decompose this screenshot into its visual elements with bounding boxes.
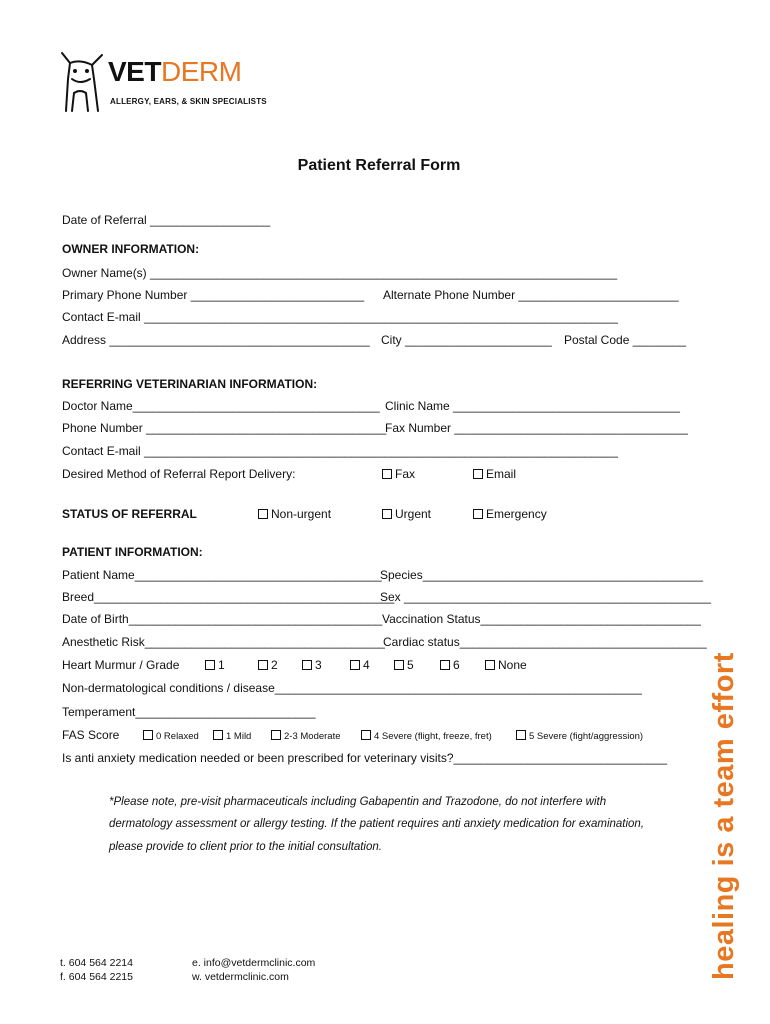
checkbox-icon <box>361 730 371 740</box>
primary-phone-field[interactable]: Primary Phone Number __________________________ <box>62 288 365 302</box>
clinic-name-field[interactable]: Clinic Name __________________________________ <box>385 399 680 413</box>
owner-names-field[interactable]: Owner Name(s) ______________________________________________________________________ <box>62 266 618 280</box>
anxiety-medication-field[interactable]: Is anti anxiety medication needed or been prescribed for veterinary visits?________________________________ <box>62 751 668 765</box>
vaccination-field[interactable]: Vaccination Status_________________________________ <box>382 612 701 626</box>
note-line-1: *Please note, pre-visit pharmaceuticals including Gabapentin and Trazodone, do not interfere with <box>109 796 607 808</box>
checkbox-icon <box>440 660 450 670</box>
owner-heading: OWNER INFORMATION: <box>62 242 200 256</box>
fas-option-4[interactable] <box>361 730 492 742</box>
fas-option-2-3[interactable] <box>271 730 341 742</box>
checkbox-icon <box>271 730 281 740</box>
brand-vet: VET <box>108 56 161 87</box>
footer-phone: t. 604 564 2214 <box>60 957 133 969</box>
status-urgent-checkbox[interactable] <box>382 507 431 521</box>
vet-email-field[interactable]: Contact E-mail _______________________________________________________________________ <box>62 444 618 458</box>
delivery-fax-checkbox[interactable] <box>382 467 415 481</box>
address-field[interactable]: Address _______________________________________ <box>62 333 370 347</box>
murmur-option-5[interactable] <box>394 658 414 672</box>
checkbox-icon <box>143 730 153 740</box>
slogan-vertical: healing is a team effort <box>708 652 740 980</box>
alternate-phone-field[interactable]: Alternate Phone Number ________________________ <box>383 288 679 302</box>
checkbox-icon <box>205 660 215 670</box>
vet-phone-field[interactable]: Phone Number ____________________________________ <box>62 421 387 435</box>
cardiac-status-field[interactable]: Cardiac status_____________________________________ <box>383 635 707 649</box>
brand-derm: DERM <box>160 56 242 87</box>
checkbox-icon <box>258 660 268 670</box>
note-line-3: please provide to client prior to the initial consultation. <box>109 841 382 853</box>
checkbox-icon <box>473 509 483 519</box>
checkbox-icon <box>394 660 404 670</box>
breed-field[interactable]: Breed_____________________________________________ <box>62 590 395 604</box>
murmur-option-label: None <box>498 658 527 672</box>
brand-name <box>108 56 241 88</box>
dob-field[interactable]: Date of Birth______________________________________ <box>62 612 383 626</box>
city-field[interactable]: City ______________________ <box>381 333 552 347</box>
vet-fax-field[interactable]: Fax Number ___________________________________ <box>385 421 688 435</box>
footer-fax: f. 604 564 2215 <box>60 971 133 983</box>
status-emergency-label: Emergency <box>486 507 547 521</box>
note-line-2: dermatology assessment or allergy testing. If the patient requires anti anxiety medication for examination, <box>109 818 645 830</box>
murmur-option-label: 4 <box>363 658 370 672</box>
status-emergency-checkbox[interactable] <box>473 507 547 521</box>
delivery-method-label: Desired Method of Referral Report Delivery: <box>62 467 296 481</box>
anesthetic-risk-field[interactable]: Anesthetic Risk____________________________________ <box>62 635 385 649</box>
checkbox-icon <box>382 469 392 479</box>
vet-heading: REFERRING VETERINARIAN INFORMATION: <box>62 377 318 391</box>
vetderm-logo-icon <box>58 49 106 115</box>
status-heading: STATUS OF REFERRAL <box>62 507 197 521</box>
checkbox-icon <box>485 660 495 670</box>
status-nonurgent-checkbox[interactable] <box>258 507 331 521</box>
footer-website[interactable]: w. vetdermclinic.com <box>192 971 289 983</box>
checkbox-icon <box>350 660 360 670</box>
fas-option-0[interactable] <box>143 730 199 742</box>
patient-heading: PATIENT INFORMATION: <box>62 545 203 559</box>
murmur-option-label: 6 <box>453 658 460 672</box>
footer-email[interactable]: e. info@vetdermclinic.com <box>192 957 316 969</box>
fas-option-1[interactable] <box>213 730 251 742</box>
fas-option-label: 4 Severe (flight, freeze, fret) <box>374 731 492 742</box>
patient-name-field[interactable]: Patient Name_____________________________________ <box>62 568 382 582</box>
checkbox-icon <box>516 730 526 740</box>
murmur-option-label: 5 <box>407 658 414 672</box>
nonderm-conditions-field[interactable]: Non-dermatological conditions / disease_______________________________________________________ <box>62 681 642 695</box>
murmur-option-label: 3 <box>315 658 322 672</box>
delivery-fax-label: Fax <box>395 467 416 481</box>
delivery-email-label: Email <box>486 467 517 481</box>
murmur-option-6[interactable] <box>440 658 460 672</box>
date-of-referral-field[interactable]: Date of Referral __________________ <box>62 213 271 227</box>
temperament-field[interactable]: Temperament___________________________ <box>62 705 316 719</box>
checkbox-icon <box>302 660 312 670</box>
fas-option-label: 2-3 Moderate <box>284 731 341 742</box>
murmur-option-none[interactable] <box>485 658 527 672</box>
fas-option-label: 0 Relaxed <box>156 731 199 742</box>
sex-field[interactable]: Sex ______________________________________________ <box>380 590 712 604</box>
postal-code-field[interactable]: Postal Code ________ <box>564 333 687 347</box>
murmur-option-label: 1 <box>218 658 225 672</box>
checkbox-icon <box>213 730 223 740</box>
checkbox-icon <box>382 509 392 519</box>
murmur-option-4[interactable] <box>350 658 370 672</box>
brand-tagline: ALLERGY, EARS, & SKIN SPECIALISTS <box>110 97 267 106</box>
owner-email-field[interactable]: Contact E-mail _______________________________________________________________________ <box>62 310 618 324</box>
species-field[interactable]: Species__________________________________________ <box>380 568 703 582</box>
fas-score-label: FAS Score <box>62 728 120 742</box>
doctor-name-field[interactable]: Doctor Name_____________________________________ <box>62 399 380 413</box>
page-title: Patient Referral Form <box>297 157 461 174</box>
murmur-option-1[interactable] <box>205 658 225 672</box>
checkbox-icon <box>473 469 483 479</box>
murmur-option-2[interactable] <box>258 658 278 672</box>
murmur-option-3[interactable] <box>302 658 322 672</box>
fas-option-5[interactable] <box>516 730 643 742</box>
status-nonurgent-label: Non-urgent <box>271 507 332 521</box>
murmur-option-label: 2 <box>271 658 278 672</box>
delivery-email-checkbox[interactable] <box>473 467 516 481</box>
status-urgent-label: Urgent <box>395 507 432 521</box>
checkbox-icon <box>258 509 268 519</box>
fas-option-label: 5 Severe (fight/aggression) <box>529 731 644 742</box>
murmur-label: Heart Murmur / Grade <box>62 658 180 672</box>
fas-option-label: 1 Mild <box>226 731 252 742</box>
